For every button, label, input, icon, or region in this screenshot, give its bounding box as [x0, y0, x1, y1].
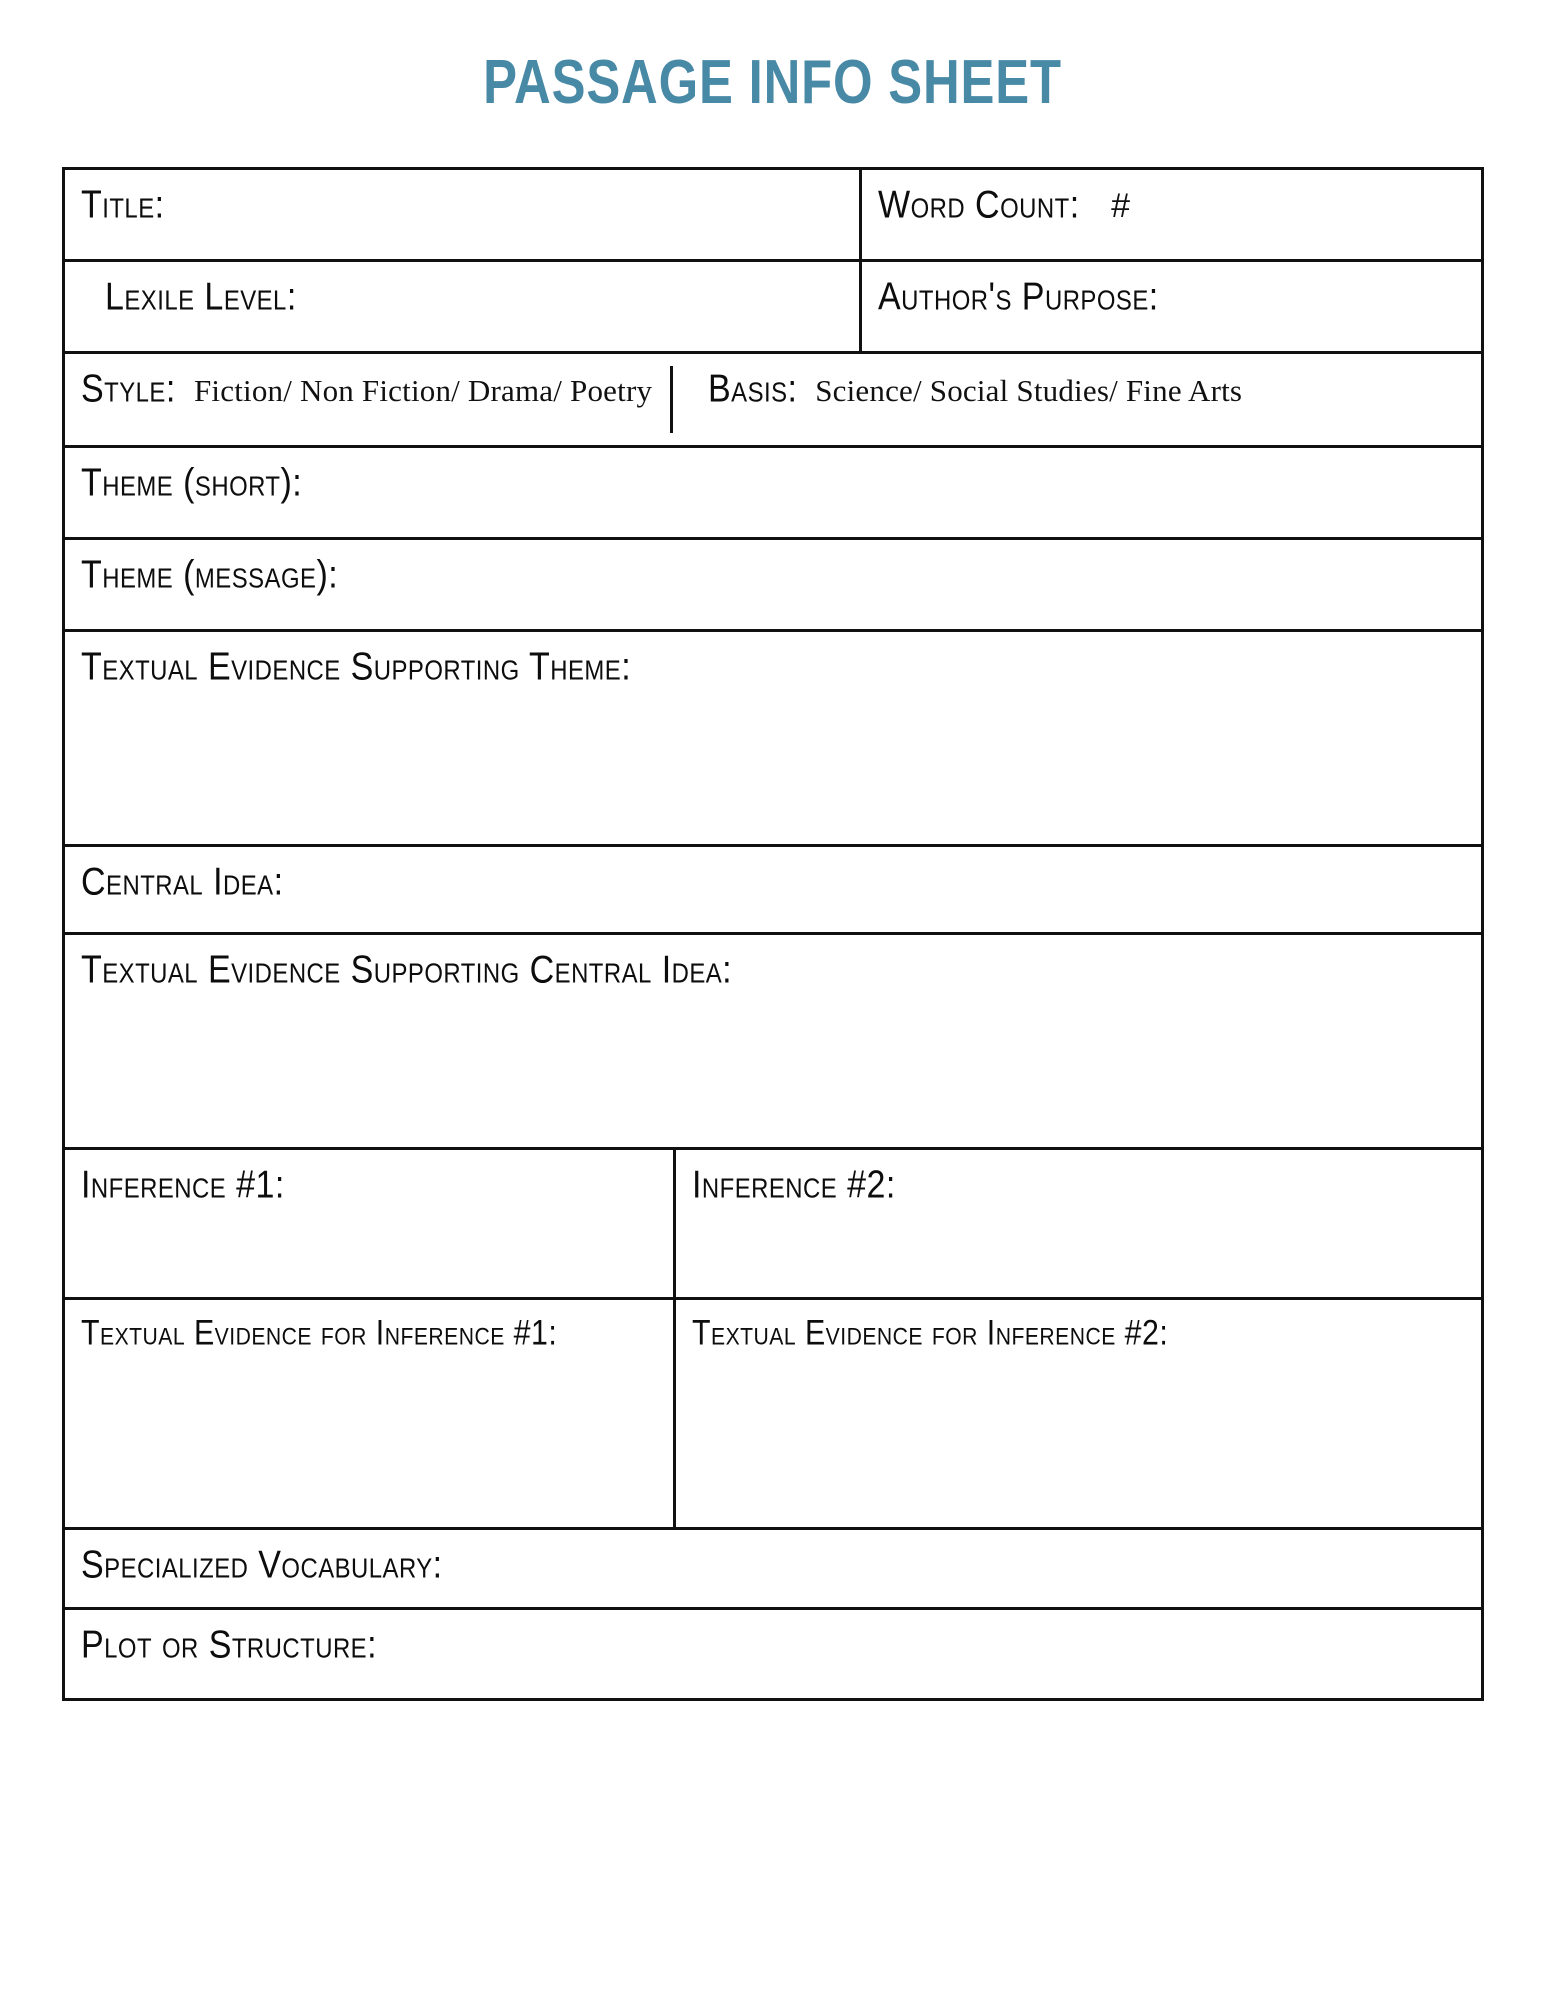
cell-word-count[interactable] — [859, 170, 1481, 259]
page-title: PASSAGE INFO SHEET — [483, 48, 1062, 117]
specialized-vocabulary-label: Specialized Vocabulary: — [81, 1542, 443, 1587]
cell-evidence-inference-1[interactable] — [65, 1300, 673, 1527]
table-row-central-idea — [65, 847, 1481, 935]
table-row-plot-or-structure — [65, 1610, 1481, 1698]
word-count-label: Word Count: — [878, 182, 1080, 227]
cell-theme-short[interactable] — [65, 448, 1481, 537]
title-label: Title: — [81, 182, 165, 227]
cell-evidence-central-idea[interactable] — [65, 935, 1481, 1147]
central-idea-label: Central Idea: — [81, 859, 284, 904]
table-row-inferences — [65, 1150, 1481, 1300]
cell-lexile-level[interactable] — [65, 262, 859, 351]
table-row-evidence-central-idea — [65, 935, 1481, 1150]
basis-options: Science/ Social Studies/ Fine Arts — [815, 373, 1243, 408]
cell-theme-message[interactable] — [65, 540, 1481, 629]
cell-evidence-theme[interactable] — [65, 632, 1481, 844]
style-basis-divider — [670, 366, 673, 433]
lexile-level-label: Lexile Level: — [105, 274, 297, 319]
evidence-central-idea-label: Textual Evidence Supporting Central Idea: — [81, 947, 733, 992]
cell-inference-2[interactable] — [673, 1150, 1481, 1297]
table-row-theme-message — [65, 540, 1481, 632]
table-row-evidence-inferences — [65, 1300, 1481, 1530]
word-count-value: # — [1111, 187, 1131, 225]
evidence-inference-1-label: Textual Evidence for Inference #1: — [81, 1312, 558, 1353]
cell-plot-or-structure[interactable] — [65, 1610, 1481, 1698]
table-row-theme-short — [65, 448, 1481, 540]
style-label: Style: — [81, 366, 176, 411]
cell-title[interactable] — [65, 170, 859, 259]
plot-or-structure-label: Plot or Structure: — [81, 1622, 378, 1667]
theme-message-label: Theme (message): — [81, 552, 339, 597]
cell-central-idea[interactable] — [65, 847, 1481, 932]
inference-2-label: Inference #2: — [692, 1162, 896, 1207]
table-row-evidence-theme — [65, 632, 1481, 847]
evidence-inference-2-label: Textual Evidence for Inference #2: — [692, 1312, 1169, 1353]
inference-1-label: Inference #1: — [81, 1162, 285, 1207]
table-row-specialized-vocabulary — [65, 1530, 1481, 1610]
table-row-title — [65, 170, 1481, 262]
evidence-theme-label: Textual Evidence Supporting Theme: — [81, 644, 632, 689]
cell-specialized-vocabulary[interactable] — [65, 1530, 1481, 1607]
cell-evidence-inference-2[interactable] — [673, 1300, 1481, 1527]
table-row-lexile — [65, 262, 1481, 354]
cell-basis[interactable] — [670, 354, 1481, 445]
basis-label: Basis: — [708, 366, 798, 411]
theme-short-label: Theme (short): — [81, 460, 303, 505]
authors-purpose-label: Author's Purpose: — [878, 274, 1159, 319]
cell-authors-purpose[interactable] — [859, 262, 1481, 351]
passage-info-table — [62, 167, 1484, 1701]
style-options: Fiction/ Non Fiction/ Drama/ Poetry — [193, 373, 653, 408]
cell-style[interactable] — [65, 354, 670, 445]
table-row-style-basis — [65, 354, 1481, 448]
cell-inference-1[interactable] — [65, 1150, 673, 1297]
